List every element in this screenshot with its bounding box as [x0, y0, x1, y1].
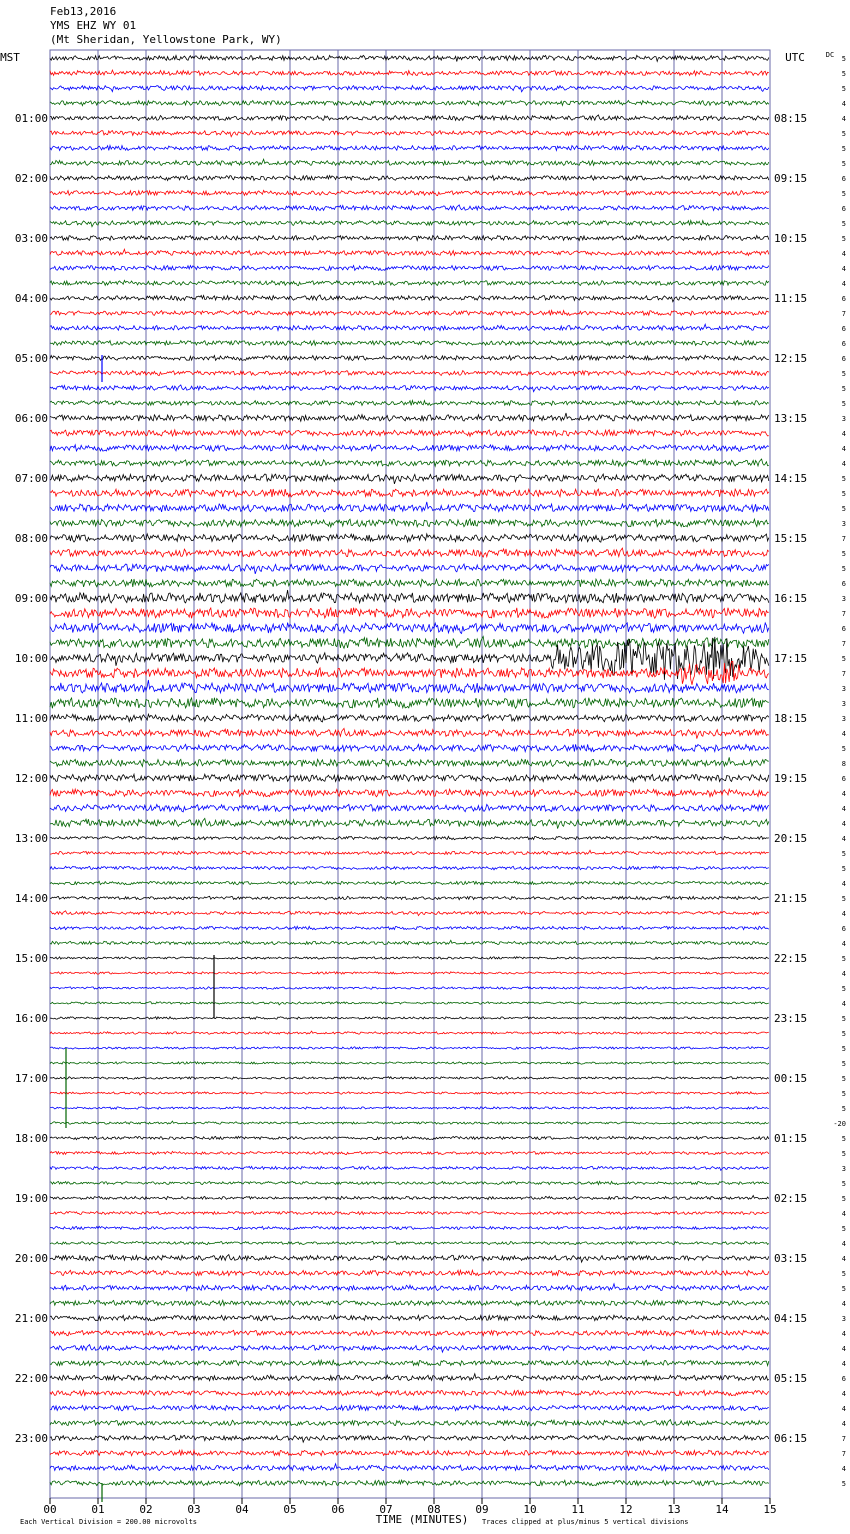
dc-value: 5: [841, 220, 846, 228]
hour-label-mst: 05:00: [14, 352, 48, 365]
seismic-trace: [50, 866, 769, 870]
hour-label-utc: 01:15: [774, 1132, 808, 1145]
dc-value: 6: [841, 205, 846, 213]
seismic-trace: [50, 1390, 769, 1396]
seismic-trace: [50, 757, 769, 766]
dc-value: 4: [841, 1240, 846, 1248]
x-tick-label: 03: [187, 1503, 201, 1516]
dc-value: 5: [841, 955, 846, 963]
mst-label: MST: [0, 51, 20, 64]
seismic-trace: [50, 1151, 769, 1154]
seismic-trace: [50, 115, 769, 121]
dc-value: 3: [841, 715, 846, 723]
dc-value: 4: [841, 1465, 846, 1473]
hour-label-utc: 02:15: [774, 1192, 808, 1205]
dc-value: 4: [841, 445, 846, 453]
hour-label-mst: 22:00: [14, 1372, 48, 1385]
seismic-trace: [50, 1047, 769, 1050]
hour-label-mst: 23:00: [14, 1432, 48, 1445]
x-tick-label: 12: [619, 1503, 633, 1516]
seismic-trace: [50, 1241, 769, 1244]
seismic-trace: [50, 940, 769, 944]
dc-value: 5: [841, 475, 846, 483]
hour-label-mst: 06:00: [14, 412, 48, 425]
seismic-trace: [50, 86, 769, 92]
hour-label-mst: 07:00: [14, 472, 48, 485]
x-tick-label: 05: [283, 1503, 297, 1516]
hour-label-utc: 03:15: [774, 1252, 808, 1265]
seismic-trace: [50, 774, 769, 782]
dc-value: 5: [841, 985, 846, 993]
seismic-trace: [50, 1092, 769, 1095]
utc-label: UTC: [785, 51, 805, 64]
hour-label-utc: 11:15: [774, 292, 808, 305]
hour-label-mst: 20:00: [14, 1252, 48, 1265]
dc-value: 5: [841, 190, 846, 198]
dc-value: 3: [841, 685, 846, 693]
seismic-trace: [50, 311, 769, 316]
seismic-trace: [50, 1031, 769, 1034]
dc-value: 6: [841, 340, 846, 348]
dc-value: 6: [841, 325, 846, 333]
seismic-trace: [50, 70, 769, 75]
seismic-trace: [50, 324, 769, 330]
dc-value: 5: [841, 565, 846, 573]
dc-value: 3: [841, 415, 846, 423]
seismic-trace: [50, 1121, 769, 1124]
seismic-trace: [50, 355, 769, 360]
dc-value: 3: [841, 1165, 846, 1173]
seismic-trace: [50, 608, 769, 619]
seismic-trace: [50, 1181, 769, 1184]
seismic-trace: [50, 1002, 769, 1005]
seismic-trace: [50, 972, 769, 975]
hour-label-utc: 16:15: [774, 592, 808, 605]
dc-value: 4: [841, 940, 846, 948]
dc-value: 5: [841, 505, 846, 513]
station-location: (Mt Sheridan, Yellowstone Park, WY): [50, 33, 282, 46]
dc-value: 6: [841, 355, 846, 363]
hour-label-mst: 09:00: [14, 592, 48, 605]
seismic-trace: [50, 1062, 769, 1065]
x-tick-label: 01: [91, 1503, 105, 1516]
dc-value: 3: [841, 595, 846, 603]
seismic-trace: [50, 489, 769, 497]
seismic-trace: [50, 836, 769, 839]
seismic-trace: [50, 430, 769, 437]
seismic-trace: [50, 146, 769, 151]
dc-value: 5: [841, 130, 846, 138]
seismic-trace: [50, 728, 769, 738]
hour-label-utc: 09:15: [774, 172, 808, 185]
x-tick-label: 14: [715, 1503, 729, 1516]
seismic-trace: [50, 371, 769, 376]
chart-date: Feb13,2016: [50, 5, 117, 18]
dc-value: 4: [841, 100, 846, 108]
dc-value: 6: [841, 775, 846, 783]
x-tick-label: 00: [43, 1503, 57, 1516]
x-tick-label: 09: [475, 1503, 489, 1516]
hour-label-utc: 13:15: [774, 412, 808, 425]
seismic-trace: [50, 534, 769, 542]
hour-label-mst: 21:00: [14, 1312, 48, 1325]
dc-value: 5: [841, 385, 846, 393]
dc-value: 4: [841, 1420, 846, 1428]
dc-value: 4: [841, 820, 846, 828]
seismic-trace: [50, 957, 769, 960]
x-tick-label: 15: [763, 1503, 777, 1516]
dc-value: 4: [841, 730, 846, 738]
x-tick-label: 06: [331, 1503, 345, 1516]
trace-group: [50, 55, 769, 1502]
dc-value: 4: [841, 265, 846, 273]
axis-labels: [0, 51, 846, 1526]
seismic-trace: [50, 519, 769, 527]
dc-value: 5: [841, 1105, 846, 1113]
dc-value: 4: [841, 1345, 846, 1353]
seismic-trace: [50, 1226, 769, 1229]
dc-value: 7: [841, 670, 846, 678]
x-tick-label: 08: [427, 1503, 441, 1516]
dc-value: 3: [841, 700, 846, 708]
seismic-trace: [50, 1405, 769, 1411]
seismic-trace: [50, 1270, 769, 1275]
seismic-trace: [50, 1255, 769, 1263]
hour-label-utc: 17:15: [774, 652, 808, 665]
dc-value: 5: [841, 1150, 846, 1158]
footer-clip-note: Traces clipped at plus/minus 5 vertical divisions: [482, 1518, 689, 1526]
hour-label-utc: 00:15: [774, 1072, 808, 1085]
seismic-trace: [50, 385, 769, 392]
dc-value: 5: [841, 895, 846, 903]
hour-label-mst: 01:00: [14, 112, 48, 125]
seismic-trace: [50, 341, 769, 346]
dc-value: 4: [841, 460, 846, 468]
dc-value: 5: [841, 55, 846, 63]
seismic-trace: [50, 579, 769, 587]
seismic-trace: [50, 55, 769, 61]
seismic-trace: [50, 1360, 769, 1365]
dc-value: 5: [841, 145, 846, 153]
dc-value: 7: [841, 1435, 846, 1443]
dc-value: 3: [841, 520, 846, 528]
x-tick-label: 10: [523, 1503, 537, 1516]
hour-label-mst: 02:00: [14, 172, 48, 185]
dc-value: 4: [841, 115, 846, 123]
hour-label-utc: 22:15: [774, 952, 808, 965]
seismic-trace: [50, 266, 769, 271]
seismic-trace: [50, 413, 769, 421]
seismic-trace: [50, 1107, 769, 1110]
hour-label-mst: 17:00: [14, 1072, 48, 1085]
hour-label-utc: 05:15: [774, 1372, 808, 1385]
seismic-trace: [50, 661, 769, 685]
dc-value: 4: [841, 250, 846, 258]
hour-label-utc: 04:15: [774, 1312, 808, 1325]
dc-value: 5: [841, 655, 846, 663]
dc-value: 7: [841, 1450, 846, 1458]
seismic-trace: [50, 295, 769, 302]
seismic-trace: [50, 502, 769, 512]
seismic-trace: [50, 789, 769, 797]
dc-value: 5: [841, 850, 846, 858]
seismic-trace: [50, 280, 769, 285]
hour-label-mst: 03:00: [14, 232, 48, 245]
seismic-trace: [50, 205, 769, 211]
seismic-trace: [50, 1420, 769, 1426]
dc-value: 4: [841, 910, 846, 918]
dc-value: 4: [841, 1210, 846, 1218]
hour-label-mst: 11:00: [14, 712, 48, 725]
dc-value: 4: [841, 790, 846, 798]
hour-label-mst: 14:00: [14, 892, 48, 905]
dc-value: 5: [841, 400, 846, 408]
dc-value: 5: [841, 745, 846, 753]
hour-label-utc: 19:15: [774, 772, 808, 785]
seismic-trace: [50, 1480, 769, 1486]
dc-value: 4: [841, 280, 846, 288]
seismic-trace: [50, 744, 769, 751]
dc-value: 5: [841, 865, 846, 873]
hour-label-utc: 21:15: [774, 892, 808, 905]
hour-label-mst: 18:00: [14, 1132, 48, 1145]
seismic-trace: [50, 176, 769, 181]
dc-value: 5: [841, 160, 846, 168]
seismic-trace: [50, 101, 769, 106]
hour-label-mst: 19:00: [14, 1192, 48, 1205]
seismic-trace: [50, 236, 769, 241]
seismic-trace: [50, 680, 769, 693]
dc-value: 4: [841, 970, 846, 978]
dc-value: 6: [841, 625, 846, 633]
dc-value: 5: [841, 1015, 846, 1023]
hour-label-utc: 23:15: [774, 1012, 808, 1025]
hour-label-mst: 12:00: [14, 772, 48, 785]
dc-value: 7: [841, 640, 846, 648]
dc-value: 6: [841, 925, 846, 933]
seismic-trace: [50, 474, 769, 484]
dc-value: 4: [841, 1255, 846, 1263]
dc-value: 5: [841, 1195, 846, 1203]
seismic-trace: [50, 804, 769, 812]
dc-value: 5: [841, 1030, 846, 1038]
seismic-trace: [50, 881, 769, 885]
seismic-trace: [50, 1374, 769, 1381]
seismic-trace: [50, 221, 769, 227]
dc-value: 5: [841, 235, 846, 243]
seismic-trace: [50, 698, 769, 709]
seismic-trace: [50, 564, 769, 574]
dc-value: 7: [841, 310, 846, 318]
seismic-trace: [50, 1136, 769, 1139]
dc-value: 5: [841, 1060, 846, 1068]
dc-value: 5: [841, 1285, 846, 1293]
seismic-trace: [50, 445, 769, 452]
hour-label-utc: 08:15: [774, 112, 808, 125]
dc-label: DC: [825, 51, 835, 59]
dc-value: 5: [841, 1135, 846, 1143]
hour-label-utc: 14:15: [774, 472, 808, 485]
dc-value: -20: [833, 1120, 846, 1128]
dc-value: 4: [841, 1390, 846, 1398]
hour-label-utc: 15:15: [774, 532, 808, 545]
seismic-trace: [50, 637, 769, 649]
seismic-trace: [50, 1284, 769, 1291]
seismic-trace: [50, 911, 769, 916]
dc-value: 3: [841, 1315, 846, 1323]
seismic-trace: [50, 850, 769, 854]
dc-value: 4: [841, 430, 846, 438]
seismic-trace: [50, 1464, 769, 1471]
dc-value: 4: [841, 835, 846, 843]
dc-value: 7: [841, 610, 846, 618]
dc-value: 4: [841, 880, 846, 888]
hour-label-utc: 12:15: [774, 352, 808, 365]
seismic-trace: [50, 1211, 769, 1214]
seismic-trace: [50, 1315, 769, 1321]
seismic-trace: [50, 623, 769, 634]
seismic-trace: [50, 926, 769, 929]
dc-value: 6: [841, 580, 846, 588]
x-tick-label: 13: [667, 1503, 681, 1516]
dc-value: 7: [841, 535, 846, 543]
seismic-trace: [50, 159, 769, 165]
seismic-trace: [50, 1330, 769, 1336]
dc-value: 6: [841, 1375, 846, 1383]
seismic-trace: [50, 401, 769, 406]
dc-value: 5: [841, 1045, 846, 1053]
hour-label-mst: 16:00: [14, 1012, 48, 1025]
seismic-trace: [50, 131, 769, 137]
seismic-trace: [50, 1345, 769, 1353]
x-axis-label: TIME (MINUTES): [375, 1513, 469, 1526]
dc-value: 6: [841, 175, 846, 183]
hour-label-mst: 08:00: [14, 532, 48, 545]
dc-value: 4: [841, 1405, 846, 1413]
seismic-trace: [50, 590, 769, 603]
seismic-trace: [50, 1300, 769, 1306]
hour-label-mst: 15:00: [14, 952, 48, 965]
dc-value: 5: [841, 1480, 846, 1488]
seismic-trace: [50, 1435, 769, 1442]
dc-value: 5: [841, 550, 846, 558]
seismic-trace: [50, 548, 769, 557]
hour-label-utc: 18:15: [774, 712, 808, 725]
hour-label-utc: 06:15: [774, 1432, 808, 1445]
hour-label-utc: 10:15: [774, 232, 808, 245]
dc-value: 5: [841, 1090, 846, 1098]
dc-value: 4: [841, 1360, 846, 1368]
seismic-trace: [50, 987, 769, 990]
dc-value: 6: [841, 295, 846, 303]
dc-value: 5: [841, 1225, 846, 1233]
seismic-trace: [50, 896, 769, 900]
dc-value: 4: [841, 1000, 846, 1008]
x-tick-label: 02: [139, 1503, 153, 1516]
hour-label-utc: 20:15: [774, 832, 808, 845]
seismic-trace: [50, 1450, 769, 1455]
x-tick-label: 04: [235, 1503, 249, 1516]
seismic-trace: [50, 818, 769, 828]
footer-scale-note: Each Vertical Division = 200.00 microvolts: [20, 1518, 198, 1526]
seismic-trace: [50, 190, 769, 195]
dc-value: 5: [841, 70, 846, 78]
dc-value: 4: [841, 805, 846, 813]
x-tick-label: 07: [379, 1503, 393, 1516]
dc-value: 4: [841, 1330, 846, 1338]
seismic-trace: [50, 1077, 769, 1080]
hour-label-mst: 04:00: [14, 292, 48, 305]
seismic-trace: [50, 1017, 769, 1019]
seismic-trace: [50, 249, 769, 255]
dc-value: 5: [841, 370, 846, 378]
seismic-trace: [50, 1166, 769, 1170]
hour-label-mst: 10:00: [14, 652, 48, 665]
seismic-trace: [50, 1196, 769, 1200]
dc-value: 5: [841, 490, 846, 498]
seismic-trace: [50, 459, 769, 466]
hour-label-mst: 13:00: [14, 832, 48, 845]
dc-value: 8: [841, 760, 846, 768]
x-tick-label: 11: [571, 1503, 585, 1516]
station-code: YMS EHZ WY 01: [50, 19, 137, 32]
dc-value: 5: [841, 1270, 846, 1278]
dc-value: 5: [841, 1180, 846, 1188]
dc-value: 4: [841, 1300, 846, 1308]
dc-value: 5: [841, 85, 846, 93]
seismic-trace: [50, 714, 769, 722]
dc-value: 5: [841, 1075, 846, 1083]
